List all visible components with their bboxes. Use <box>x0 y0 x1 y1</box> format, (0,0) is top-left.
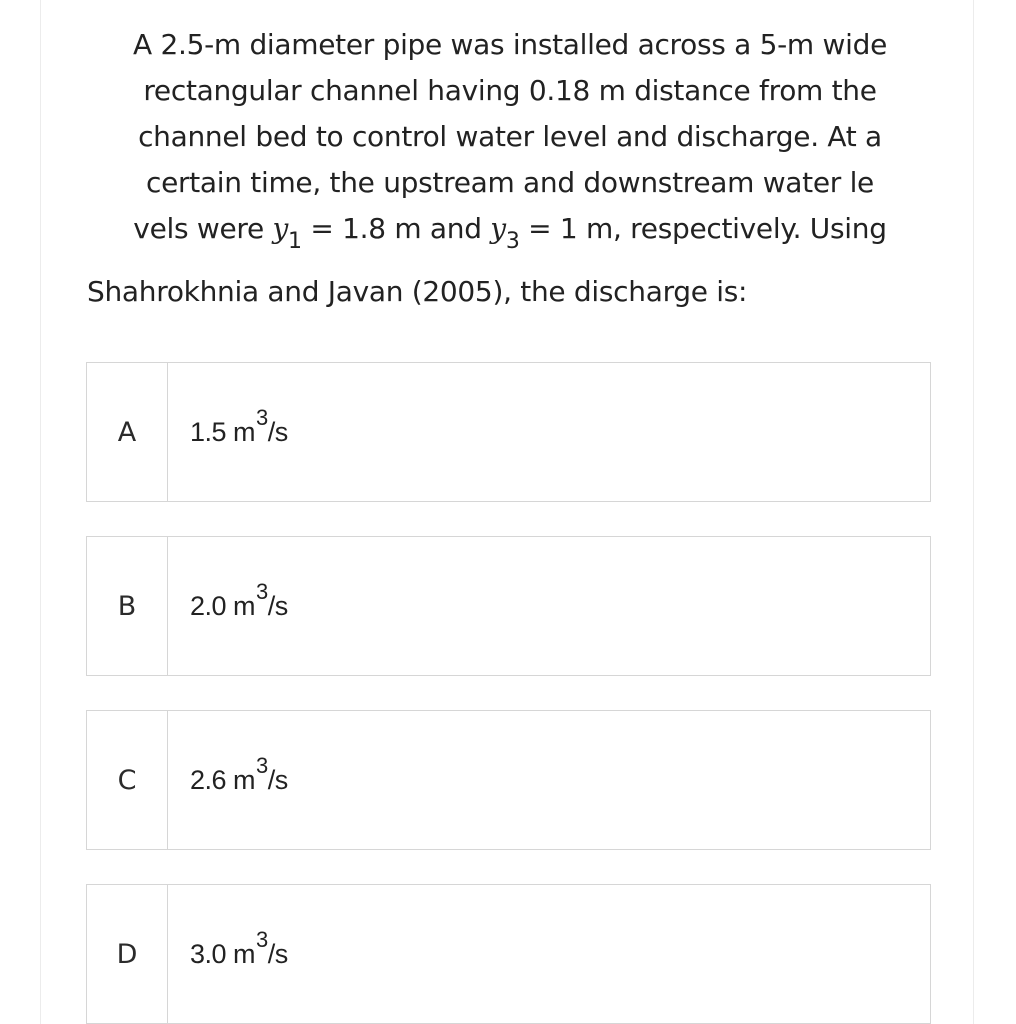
option-value-unit: /s <box>267 416 288 447</box>
option-value <box>168 363 930 501</box>
option-value-exponent: 3 <box>256 927 268 952</box>
variable-y3-subscript: 3 <box>505 229 520 254</box>
option-value-exponent: 3 <box>256 753 268 778</box>
option-value <box>168 711 930 849</box>
option-letter: C <box>87 711 168 849</box>
option-value <box>168 885 930 1023</box>
variable-y1-symbol: y <box>272 212 289 245</box>
question-text <box>85 22 935 315</box>
option-value-number: 3.0 m <box>190 938 256 969</box>
option-value-number: 2.6 m <box>190 764 256 795</box>
variable-y3-symbol: y <box>490 212 506 245</box>
question-line-5 <box>85 206 935 255</box>
option-value-number: 2.0 m <box>190 590 256 621</box>
option-value-unit: /s <box>267 764 288 795</box>
answer-option-a[interactable] <box>86 362 931 502</box>
answer-option-b[interactable] <box>86 536 931 676</box>
option-value-exponent: 3 <box>256 405 268 430</box>
variable-y1 <box>272 212 302 254</box>
option-value-exponent: 3 <box>256 579 268 604</box>
option-letter: D <box>87 885 168 1023</box>
option-letter: A <box>87 363 168 501</box>
option-letter: B <box>87 537 168 675</box>
option-value <box>168 537 930 675</box>
question-line-2: rectangular channel having 0.18 m distance from the <box>143 74 877 107</box>
option-value-unit: /s <box>267 590 288 621</box>
variable-y3 <box>490 212 520 254</box>
question-line-3: channel bed to control water level and discharge. At a <box>138 120 882 153</box>
question-line-6: Shahrokhnia and Javan (2005), the discharge is: <box>87 275 748 308</box>
variable-y1-subscript: 1 <box>288 229 302 254</box>
question-line-5-end: = 1 m, respectively. Using <box>519 212 887 245</box>
question-line-1: A 2.5-m diameter pipe was installed across a 5-m wide <box>133 28 887 61</box>
answer-option-d[interactable] <box>86 884 931 1024</box>
question-line-5-middle: = 1.8 m and <box>301 212 491 245</box>
option-value-number: 1.5 m <box>190 416 256 447</box>
option-value-unit: /s <box>267 938 288 969</box>
question-card <box>40 0 974 1024</box>
question-line-4: certain time, the upstream and downstream water le <box>146 166 874 199</box>
question-line-5-start: vels were <box>133 212 273 245</box>
answer-option-c[interactable] <box>86 710 931 850</box>
